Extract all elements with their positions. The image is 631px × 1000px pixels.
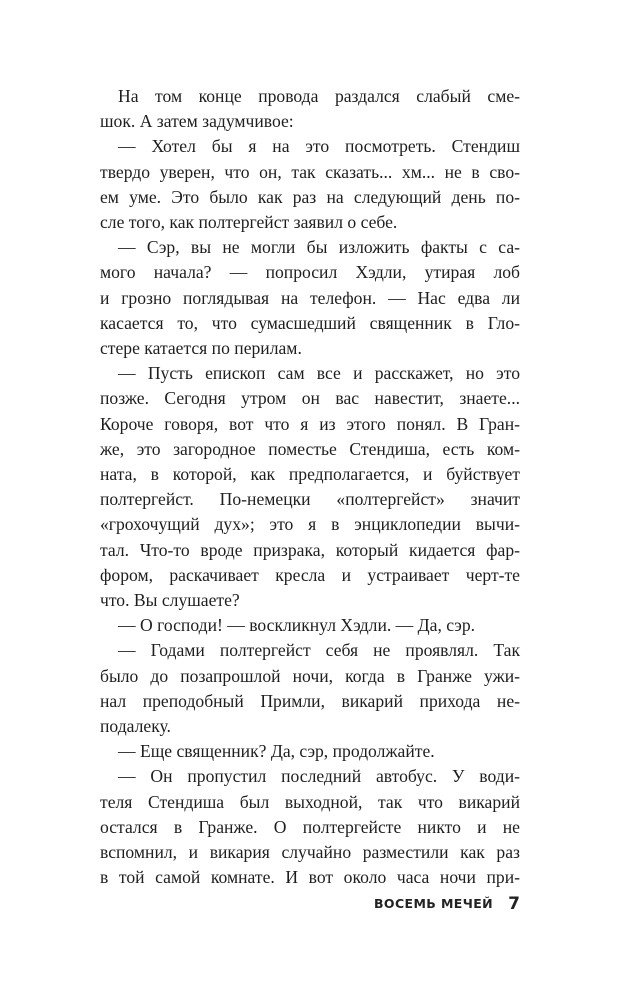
text-line: мого начала? — попросил Хэдли, утирая лоб (100, 262, 520, 283)
text-line: полтергейст. По-немецки «полтергейст» значит (100, 489, 520, 510)
text-line: На том конце провода раздался слабый сме- (118, 86, 520, 106)
text-line: позже. Сегодня утром он вас навестит, знаете... (100, 388, 520, 409)
text-line: нал преподобный Примли, викарий прихода не- (100, 690, 520, 711)
page-number: 7 (508, 893, 520, 914)
text-line: тал. Что-то вроде призрака, который кидается фар- (100, 539, 520, 560)
text-line: фором, раскачивает кресла и устраивает черт-те (100, 564, 520, 585)
text-line: что. Вы слушаете? (100, 590, 240, 611)
text-line: — Он пропустил последний автобус. У води- (118, 766, 520, 787)
text-line: в той самой комнате. И вот около часа ночи при- (100, 867, 520, 888)
text-line: стере катается по перилам. (100, 338, 302, 359)
text-line: — Сэр, вы не могли бы изложить факты с са- (118, 237, 520, 258)
text-line: «грохочущий дух»; это я в энциклопедии вычи- (100, 514, 520, 535)
text-line: шок. А затем задумчивое: (100, 111, 294, 132)
text-line: — Годами полтергейст себя не проявлял. Так (118, 640, 520, 661)
text-line: — Хотел бы я на это посмотреть. Стендиш (118, 136, 520, 157)
text-line: же, это загородное поместье Стендиша, есть ком- (100, 438, 520, 459)
text-line: было до позапрошлой ночи, когда в Гранже ужи- (100, 665, 520, 686)
text-line: сле того, как полтергейст заявил о себе. (100, 212, 398, 233)
text-line: — Пусть епископ сам все и расскажет, но это (118, 363, 520, 384)
text-line: ем уме. Это было как раз на следующий день по- (100, 186, 520, 207)
text-line: теля Стендиша был выходной, так что викарий (100, 791, 520, 812)
text-line: подалеку. (100, 716, 171, 737)
text-line: остался в Гранже. О полтергейсте никто и не (100, 816, 520, 837)
text-line: — О господи! — воскликнул Хэдли. — Да, сэр. (118, 615, 476, 636)
text-line: твердо уверен, что он, так сказать... хм... не в сво- (100, 161, 520, 182)
text-line: Короче говоря, вот что я из этого понял. В Гран- (100, 413, 520, 434)
text-line: касается то, что сумасшедший священник в Гло- (100, 312, 520, 333)
text-line: вспомнил, и викария случайно разместили как раз (100, 842, 520, 863)
text-line: — Еще священник? Да, сэр, продолжайте. (118, 741, 435, 762)
text-line: и грозно поглядывая на телефон. — Нас едва ли (100, 287, 520, 308)
text-line: ната, в которой, как предполагается, и буйствует (100, 464, 520, 485)
running-footer (100, 893, 520, 914)
running-title: ВОСЕМЬ МЕЧЕЙ (373, 896, 494, 911)
body-text (100, 84, 520, 891)
